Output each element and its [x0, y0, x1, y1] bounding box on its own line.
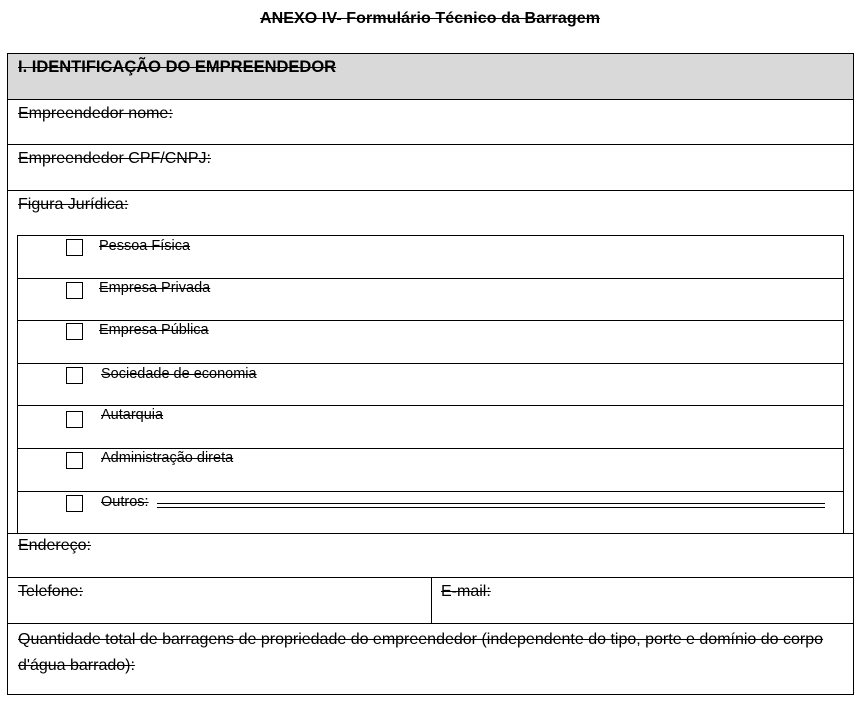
empresa-publica-checkbox[interactable]	[66, 323, 83, 340]
email-label: E-mail:	[441, 583, 491, 600]
figura-juridica-section	[8, 191, 853, 581]
option-row[interactable]	[18, 236, 843, 279]
option-row[interactable]	[18, 321, 843, 364]
endereco-field[interactable]	[8, 533, 853, 578]
sociedade-economia-checkbox[interactable]	[66, 367, 83, 384]
document-title: ANEXO IV- Formulário Técnico da Barragem	[259, 10, 601, 27]
option-row[interactable]	[18, 449, 843, 492]
section-heading-row	[8, 54, 853, 100]
telefone-label: Telefone:	[18, 583, 83, 600]
option-row[interactable]	[18, 364, 843, 406]
empreendedor-nome-field[interactable]	[8, 100, 853, 145]
figura-options-table	[17, 235, 844, 533]
empresa-privada-checkbox[interactable]	[66, 282, 83, 299]
quantidade-barragens-label: Quantidade total de barragens de propriedade do empreendedor (independente do tipo, porte e domínio do corpo d'água barrado):	[18, 631, 824, 674]
option-label: Administração direta	[101, 450, 234, 466]
contact-row	[8, 578, 853, 624]
option-row[interactable]	[18, 279, 843, 321]
quantidade-barragens-field[interactable]	[8, 624, 853, 694]
option-label: Sociedade de economia	[101, 366, 257, 382]
option-label: Pessoa Física	[99, 238, 191, 254]
section-heading: I. IDENTIFICAÇÃO DO EMPREENDEDOR	[18, 58, 337, 76]
empreendedor-cpf-label: Empreendedor CPF/CNPJ:	[18, 150, 211, 167]
administracao-direta-checkbox[interactable]	[66, 452, 83, 469]
option-label: Autarquia	[101, 407, 164, 423]
column-divider	[431, 578, 432, 623]
option-label: Outros:	[101, 494, 149, 510]
outros-fill-line[interactable]	[157, 503, 825, 508]
autarquia-checkbox[interactable]	[66, 411, 83, 428]
outros-checkbox[interactable]	[66, 495, 83, 512]
figura-juridica-label: Figura Jurídica:	[18, 196, 129, 213]
endereco-label: Endereço:	[18, 537, 91, 554]
option-row[interactable]	[18, 406, 843, 449]
option-label: Empresa Pública	[99, 322, 209, 338]
option-row[interactable]	[18, 492, 843, 534]
pessoa-fisica-checkbox[interactable]	[66, 239, 83, 256]
empreendedor-nome-label: Empreendedor nome:	[18, 105, 173, 122]
empreendedor-cpf-field[interactable]	[8, 145, 853, 191]
option-label: Empresa Privada	[99, 280, 211, 296]
identification-form	[7, 53, 854, 695]
